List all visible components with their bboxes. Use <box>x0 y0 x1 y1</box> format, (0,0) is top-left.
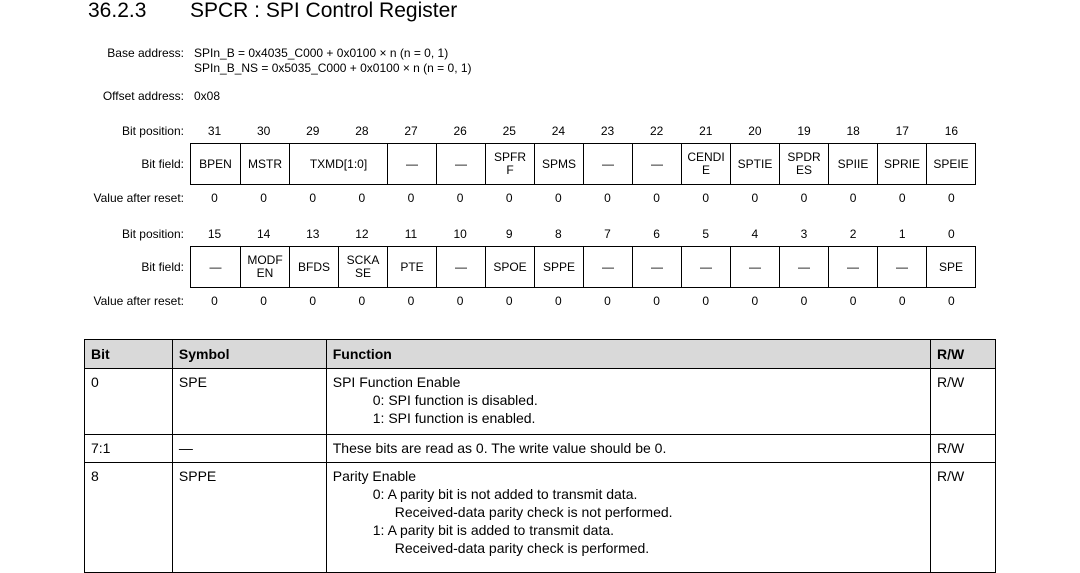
bit-position-number: 19 <box>797 124 811 138</box>
row-bit: 8 <box>85 463 173 573</box>
lower-bit-field-label: Bit field: <box>141 260 184 274</box>
bit-position-number: 17 <box>895 124 909 138</box>
bit-position-number: 27 <box>404 124 418 138</box>
row-rw: R/W <box>931 463 996 573</box>
bit-position-number: 21 <box>699 124 713 138</box>
reset-value: 0 <box>358 294 366 308</box>
option-text: SPI function is enabled. <box>388 410 536 426</box>
lower-reset-label: Value after reset: <box>93 294 184 308</box>
header-function: Function <box>326 340 930 369</box>
reset-value: 0 <box>505 294 513 308</box>
reset-value: 0 <box>555 191 562 205</box>
reset-value: 0 <box>849 191 857 205</box>
bit-field-cell: MSTR <box>240 144 289 184</box>
upper-bit-field-label: Bit field: <box>141 157 184 171</box>
reset-value: 0 <box>407 191 415 205</box>
bit-position-number: 29 <box>306 124 320 138</box>
bit-position-number: 20 <box>748 124 762 138</box>
bit-position-number: 18 <box>846 124 860 138</box>
bit-field-cell: CENDI E <box>681 144 730 184</box>
option-text: A parity bit is added to transmit data. <box>387 522 615 538</box>
function-option <box>373 485 924 521</box>
bit-field-cell: — <box>779 247 828 287</box>
option-key: 1: <box>372 522 385 538</box>
reset-value: 0 <box>555 294 562 308</box>
header-bit: Bit <box>85 340 173 369</box>
bit-position-number: 0 <box>948 227 955 241</box>
bit-field-cell: — <box>209 259 222 274</box>
function-option <box>373 409 924 427</box>
bit-field-cell: — <box>387 144 436 184</box>
bit-field-cell: SPIIE <box>828 144 877 184</box>
reset-value: 0 <box>751 294 759 308</box>
header-rw: R/W <box>931 340 996 369</box>
reset-value: 0 <box>604 191 611 205</box>
reset-value: 0 <box>211 191 218 205</box>
lower-bit-field-row <box>190 246 976 288</box>
bit-field-cell: SPE <box>926 247 975 287</box>
table-header-row <box>85 340 996 369</box>
row-bit: 0 <box>85 369 173 435</box>
bit-field-cell: SPEIE <box>926 144 975 184</box>
bit-position-number: 9 <box>505 227 513 241</box>
option-key: 0: <box>372 486 385 502</box>
option-text-continued: Received-data parity check is performed. <box>394 540 650 556</box>
bit-position-number: 5 <box>702 227 710 241</box>
offset-address-label: Offset address: <box>102 89 184 103</box>
header-symbol: Symbol <box>172 340 326 369</box>
reset-value: 0 <box>800 294 808 308</box>
reset-value: 0 <box>751 191 759 205</box>
base-address-line-1: SPIn_B = 0x4035_C000 + 0x0100 × n (n = 0, 1) <box>194 46 449 60</box>
reset-value: 0 <box>800 191 808 205</box>
bit-field-cell: — <box>583 247 632 287</box>
offset-address-value: 0x08 <box>194 89 221 103</box>
bit-field-cell: — <box>828 247 877 287</box>
bit-field-cell: — <box>877 247 926 287</box>
row-symbol: SPE <box>172 369 326 435</box>
upper-bit-field-row <box>190 143 976 185</box>
bit-position-number: 4 <box>751 227 759 241</box>
reset-value: 0 <box>505 191 513 205</box>
reset-value: 0 <box>653 191 660 205</box>
bit-position-number: 12 <box>355 227 369 241</box>
row-rw: R/W <box>931 435 996 463</box>
upper-reset-label: Value after reset: <box>93 191 184 205</box>
reset-value: 0 <box>309 294 317 308</box>
bit-field-cell: BFDS <box>289 247 338 287</box>
reset-value: 0 <box>309 191 317 205</box>
bit-position-number: 8 <box>555 227 562 241</box>
bit-field-cell: SPTIE <box>730 144 779 184</box>
upper-bit-position-label: Bit position: <box>121 124 184 138</box>
row-function <box>326 369 930 435</box>
reset-value: 0 <box>407 294 415 308</box>
reset-value: 0 <box>260 191 267 205</box>
bit-position-number: 30 <box>256 124 271 138</box>
row-symbol: — <box>172 435 326 463</box>
bit-position-number: 6 <box>653 227 660 241</box>
row-rw: R/W <box>931 369 996 435</box>
option-key: 0: <box>372 392 385 408</box>
option-text-continued: Received-data parity check is not performed. <box>394 504 673 520</box>
base-address-label: Base address: <box>107 46 184 60</box>
reset-value: 0 <box>211 294 218 308</box>
bit-position-number: 26 <box>453 124 467 138</box>
bit-position-number: 2 <box>849 227 857 241</box>
bit-field-cell: — <box>681 247 730 287</box>
bit-field-cell: SPPE <box>534 247 583 287</box>
reset-value: 0 <box>456 191 464 205</box>
function-title: Parity Enable <box>332 468 417 484</box>
bit-field-cell: SPMS <box>534 144 583 184</box>
reset-value: 0 <box>898 191 906 205</box>
row-function <box>326 463 930 573</box>
bit-position-number: 11 <box>404 227 418 241</box>
reset-value: 0 <box>358 191 366 205</box>
reset-value: 0 <box>702 294 710 308</box>
bit-position-number: 1 <box>898 227 906 241</box>
reset-value: 0 <box>653 294 660 308</box>
bit-position-number: 31 <box>207 124 222 138</box>
base-address-line-2: SPIn_B_NS = 0x5035_C000 + 0x0100 × n (n = 0, 1) <box>194 61 472 75</box>
row-symbol: SPPE <box>172 463 326 573</box>
bit-position-number: 28 <box>355 124 369 138</box>
section-title: SPCR : SPI Control Register <box>190 0 458 22</box>
bit-field-cell: PTE <box>387 247 436 287</box>
bit-position-number: 23 <box>600 124 615 138</box>
bit-position-number: 22 <box>649 124 664 138</box>
function-option <box>373 521 924 557</box>
table-row <box>85 463 996 573</box>
bit-position-number: 13 <box>306 227 320 241</box>
bit-position-number: 16 <box>944 124 959 138</box>
function-option <box>373 391 924 409</box>
option-text: SPI function is disabled. <box>388 392 538 408</box>
reset-value: 0 <box>898 294 906 308</box>
reset-value: 0 <box>260 294 267 308</box>
bit-field-cell: — <box>632 144 681 184</box>
reset-value: 0 <box>948 191 955 205</box>
reset-value: 0 <box>604 294 611 308</box>
bit-position-number: 10 <box>453 227 467 241</box>
bit-field-cell: SPDR ES <box>779 144 828 184</box>
bit-position-number: 24 <box>551 124 566 138</box>
bit-position-number: 14 <box>256 227 271 241</box>
bit-field-cell: — <box>632 247 681 287</box>
bit-field-cell: SPRIE <box>877 144 926 184</box>
bit-field-cell: BPEN <box>199 156 232 171</box>
bit-field-cell: — <box>436 144 485 184</box>
row-bit: 7:1 <box>85 435 173 463</box>
reset-value: 0 <box>948 294 955 308</box>
bit-field-cell: MODF EN <box>240 247 289 287</box>
lower-bit-position-label: Bit position: <box>121 227 184 241</box>
bit-field-cell: — <box>730 247 779 287</box>
bit-field-cell: SPFR F <box>485 144 534 184</box>
bit-field-cell: — <box>436 247 485 287</box>
function-title: These bits are read as 0. The write value should be 0. <box>332 440 667 456</box>
bit-field-cell: SCKA SE <box>338 247 387 287</box>
bit-position-number: 7 <box>604 227 611 241</box>
option-text: A parity bit is not added to transmit data. <box>387 486 638 502</box>
bit-position-number: 15 <box>207 227 222 241</box>
option-key: 1: <box>372 410 385 426</box>
section-number: 36.2.3 <box>88 0 147 22</box>
table-row <box>85 369 996 435</box>
reset-value: 0 <box>849 294 857 308</box>
bit-position-number: 25 <box>502 124 516 138</box>
bit-field-cell: SPOE <box>485 247 534 287</box>
function-title: SPI Function Enable <box>332 374 461 390</box>
row-function <box>326 435 930 463</box>
bit-field-cell: TXMD[1:0] <box>289 144 387 184</box>
table-row <box>85 435 996 463</box>
bit-description-table <box>84 339 996 573</box>
reset-value: 0 <box>456 294 464 308</box>
bit-position-number: 3 <box>800 227 808 241</box>
reset-value: 0 <box>702 191 710 205</box>
bit-field-cell: — <box>583 144 632 184</box>
